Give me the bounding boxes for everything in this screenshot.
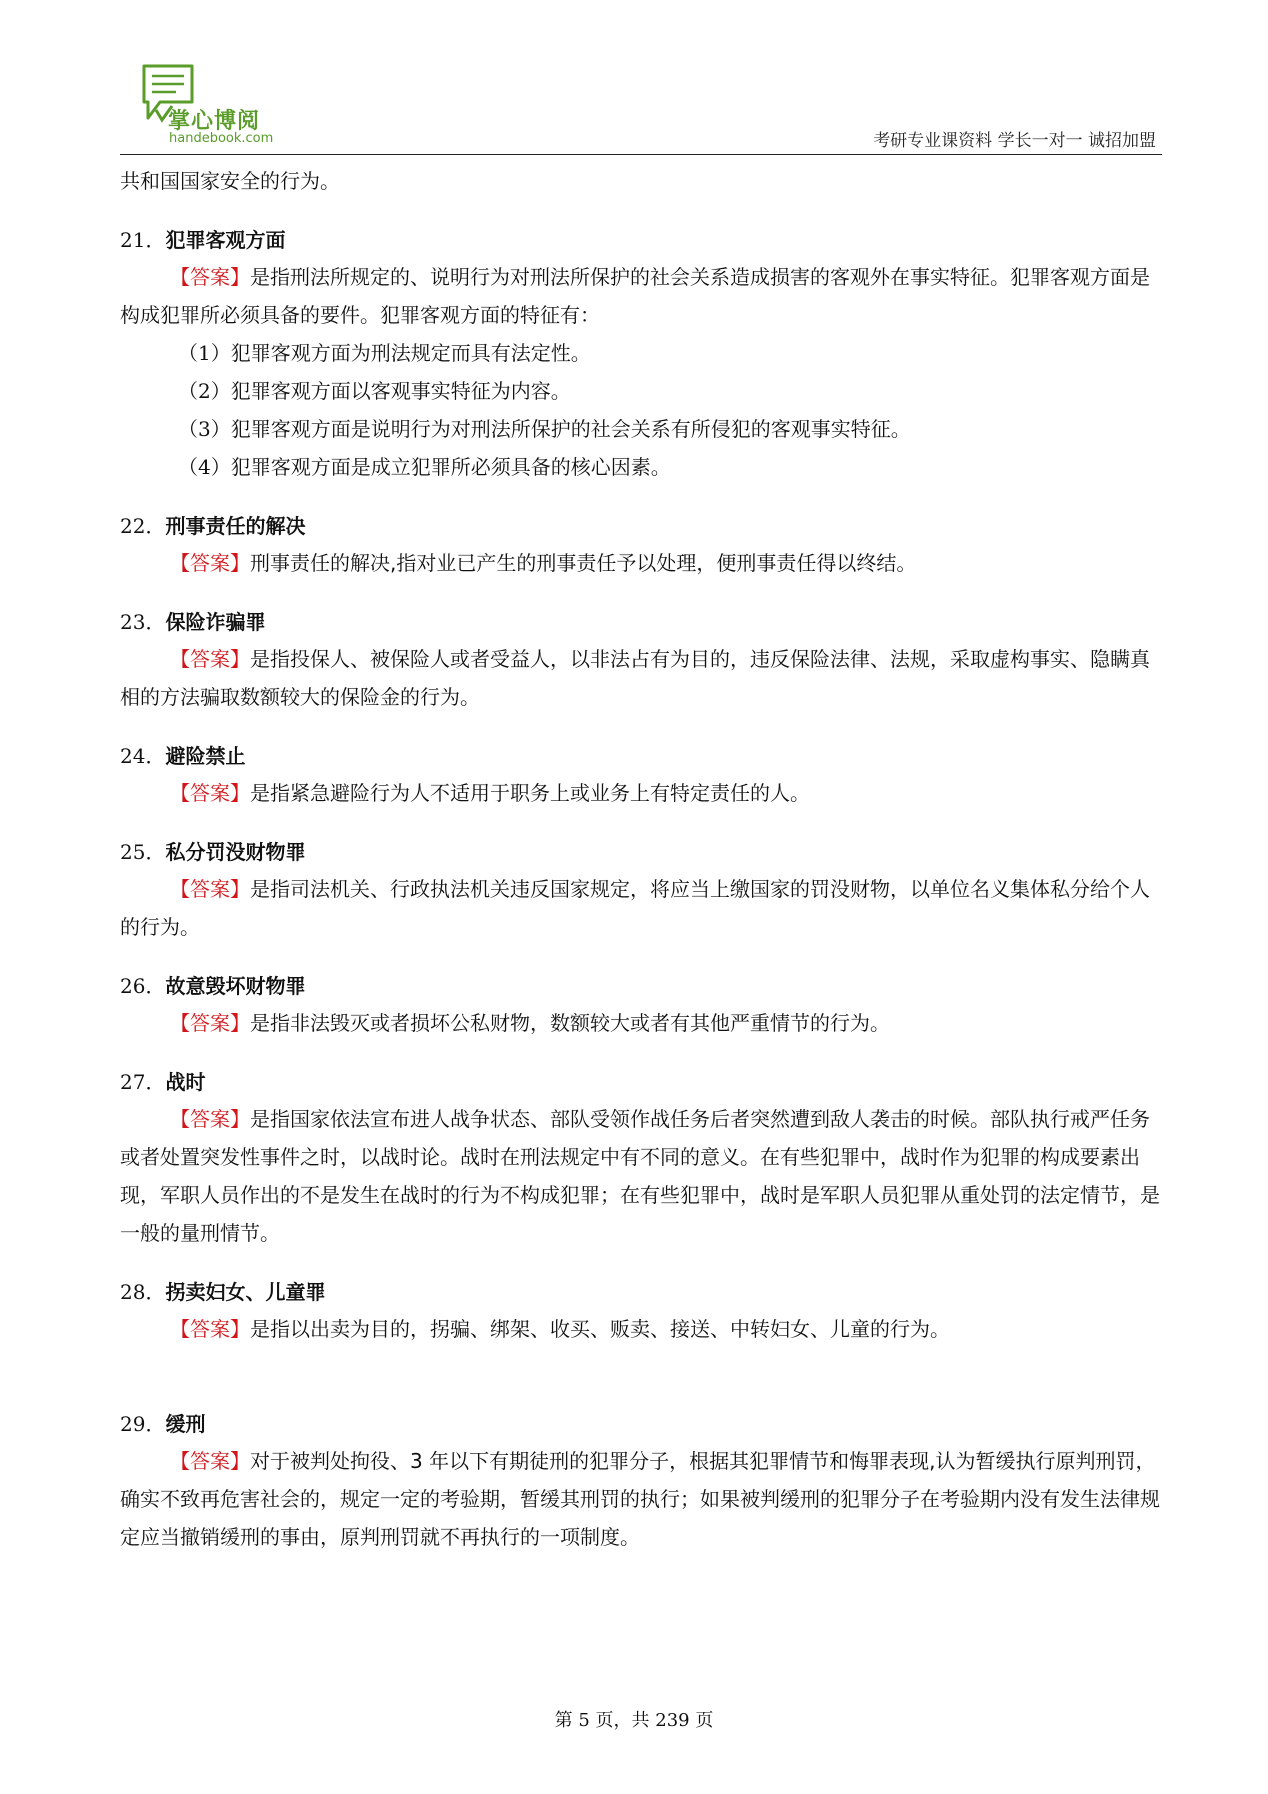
spacer — [120, 1348, 1162, 1384]
answer-text: 对于被判处拘役、3 年以下有期徒刑的犯罪分子，根据其犯罪情节和悔罪表现,认为暂缓执行原判刑罚，确实不致再危害社会的，规定一定的考验期，暂缓其刑罚的执行；如果被判缓刑的犯罪分子在考验期内没有发生法律规定应当撤销缓刑的事由，原判刑罚就不再执行的一项制度。 — [120, 1449, 1160, 1549]
answer-text: 是指国家依法宣布进人战争状态、部队受领作战任务后者突然遭到敌人袭击的时候。部队执行戒严任务或者处置突发性事件之时，以战时论。战时在刑法规定中有不同的意义。在有些犯罪中，战时作为犯罪的构成要素出现，军职人员作出的不是发生在战时的行为不构成犯罪；在有些犯罪中，战时是军职人员犯罪从重处罚的法定情节，是一般的量刑情节。 — [120, 1107, 1160, 1245]
answer-paragraph — [120, 774, 1162, 812]
continuation-text: 共和国国家安全的行为。 — [120, 169, 340, 193]
answer-paragraph — [120, 1310, 1162, 1348]
term-number: 25． — [120, 840, 166, 864]
list-text: 犯罪客观方面是成立犯罪所必须具备的核心因素。 — [230, 455, 671, 479]
term-number: 27． — [120, 1070, 166, 1094]
term-name: 战时 — [165, 1070, 206, 1094]
answer-text: 是指刑法所规定的、说明行为对刑法所保护的社会关系造成损害的客观外在事实特征。犯罪客观方面是构成犯罪所必须具备的要件。犯罪客观方面的特征有： — [120, 265, 1150, 327]
term-heading — [120, 738, 1162, 774]
list-marker: （2） — [178, 379, 231, 403]
answer-paragraph — [120, 870, 1162, 946]
answer-tag: 【答案】 — [170, 877, 250, 901]
answer-text: 是指以出卖为目的，拐骗、绑架、收买、贩卖、接送、中转妇女、儿童的行为。 — [250, 1317, 950, 1341]
term-number: 28． — [120, 1280, 166, 1304]
entry-list — [120, 222, 1162, 1556]
list-marker: （1） — [178, 341, 231, 365]
term-heading — [120, 1274, 1162, 1310]
answer-paragraph — [120, 1442, 1162, 1556]
term-number: 22． — [120, 514, 166, 538]
term-name: 故意毁坏财物罪 — [165, 974, 306, 998]
list-marker: （3） — [178, 417, 231, 441]
term-name: 拐卖妇女、儿童罪 — [165, 1280, 326, 1304]
answer-text: 是指投保人、被保险人或者受益人，以非法占有为目的，违反保险法律、法规，采取虚构事实、隐瞒真相的方法骗取数额较大的保险金的行为。 — [120, 647, 1150, 709]
answer-list-item — [120, 334, 1162, 372]
answer-paragraph — [120, 1004, 1162, 1042]
answer-list-item — [120, 410, 1162, 448]
term-heading — [120, 834, 1162, 870]
answer-paragraph — [120, 544, 1162, 582]
term-number: 29． — [120, 1412, 166, 1436]
answer-tag: 【答案】 — [170, 551, 250, 575]
header-divider — [120, 154, 1162, 155]
answer-tag: 【答案】 — [170, 1107, 250, 1131]
term-name: 私分罚没财物罪 — [165, 840, 306, 864]
term-number: 21． — [120, 228, 166, 252]
answer-paragraph — [120, 1100, 1162, 1252]
term-name: 刑事责任的解决 — [165, 514, 306, 538]
answer-text: 是指非法毁灭或者损坏公私财物，数额较大或者有其他严重情节的行为。 — [250, 1011, 890, 1035]
term-name: 缓刑 — [165, 1412, 206, 1436]
term-number: 24． — [120, 744, 166, 768]
answer-tag: 【答案】 — [170, 647, 250, 671]
answer-text: 刑事责任的解决,指对业已产生的刑事责任予以处理，便刑事责任得以终结。 — [250, 551, 917, 575]
answer-tag: 【答案】 — [170, 265, 250, 289]
answer-tag: 【答案】 — [170, 781, 250, 805]
page-header — [120, 58, 1160, 158]
term-number: 23． — [120, 610, 166, 634]
page-content — [120, 162, 1162, 1556]
answer-tag: 【答案】 — [170, 1011, 250, 1035]
term-name: 保险诈骗罪 — [165, 610, 266, 634]
term-heading — [120, 604, 1162, 640]
term-heading — [120, 508, 1162, 544]
page-footer: 第 5 页，共 239 页 — [554, 1710, 714, 1731]
logo-name: 掌心博阅 — [168, 109, 261, 134]
list-text: 犯罪客观方面以客观事实特征为内容。 — [230, 379, 571, 403]
list-text: 犯罪客观方面是说明行为对刑法所保护的社会关系有所侵犯的客观事实特征。 — [230, 417, 911, 441]
answer-paragraph — [120, 258, 1162, 334]
term-heading — [120, 1406, 1162, 1442]
term-number: 26． — [120, 974, 166, 998]
header-slogan: 考研专业课资料 学长一对一 诚招加盟 — [873, 131, 1156, 151]
answer-paragraph — [120, 640, 1162, 716]
list-text: 犯罪客观方面为刑法规定而具有法定性。 — [230, 341, 591, 365]
term-heading — [120, 1064, 1162, 1100]
answer-text: 是指司法机关、行政执法机关违反国家规定，将应当上缴国家的罚没财物，以单位名义集体私分给个人的行为。 — [120, 877, 1150, 939]
term-name: 避险禁止 — [165, 744, 246, 768]
term-name: 犯罪客观方面 — [165, 228, 286, 252]
answer-list-item — [120, 372, 1162, 410]
logo-url: handebook.com — [169, 131, 274, 146]
term-heading — [120, 968, 1162, 1004]
answer-list-item — [120, 448, 1162, 486]
list-marker: （4） — [178, 455, 231, 479]
answer-text: 是指紧急避险行为人不适用于职务上或业务上有特定责任的人。 — [250, 781, 810, 805]
answer-tag: 【答案】 — [170, 1449, 250, 1473]
answer-tag: 【答案】 — [170, 1317, 250, 1341]
term-heading — [120, 222, 1162, 258]
